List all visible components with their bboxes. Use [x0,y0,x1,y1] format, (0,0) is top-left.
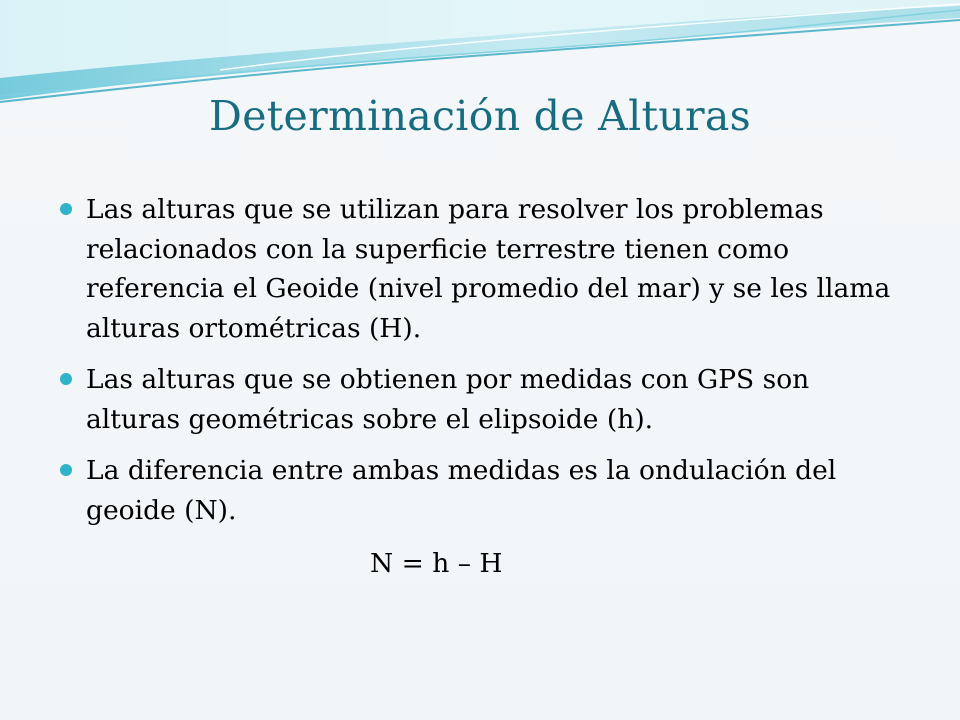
bullet-marker-icon [60,464,72,476]
bullet-item [56,190,896,348]
bullet-item [56,360,896,439]
bullet-text: Las alturas que se utilizan para resolver los problemas relacionados con la superficie terrestre tienen como referencia el Geoide (nivel promedio del mar) y se les llama alturas ortométricas (H). [86,194,891,344]
bullet-marker-icon [60,373,72,385]
bullet-item [56,451,896,530]
bullet-marker-icon [60,203,72,215]
bullet-text: Las alturas que se obtienen por medidas con GPS son alturas geométricas sobre el elipsoide (h). [86,364,810,435]
slide-title: Determinación de Alturas [209,92,751,140]
bullet-list [56,190,896,542]
bullet-text: La diferencia entre ambas medidas es la ondulación del geoide (N). [86,455,837,526]
formula: N = h – H [370,548,503,579]
